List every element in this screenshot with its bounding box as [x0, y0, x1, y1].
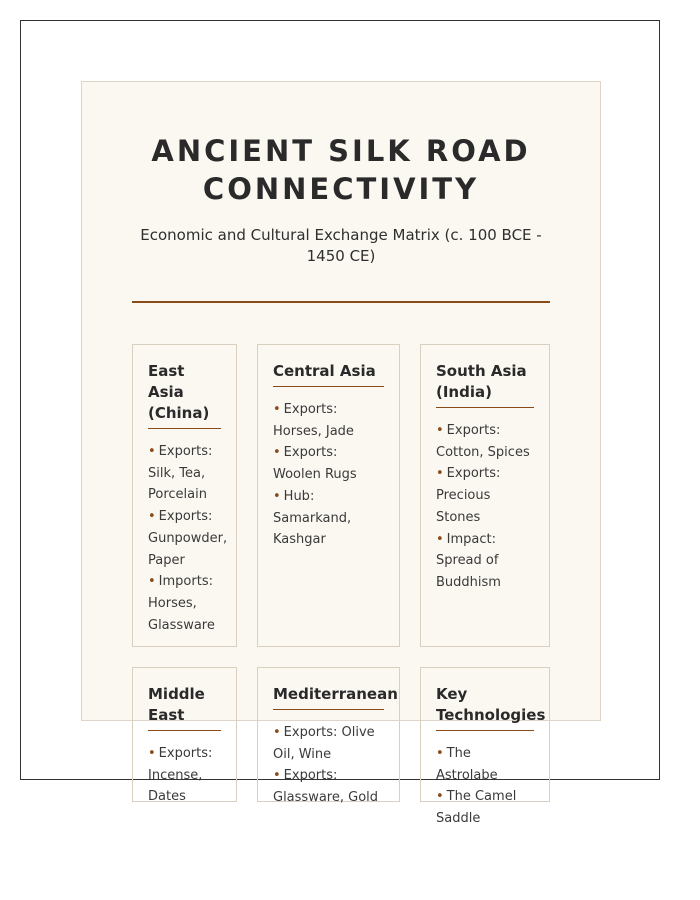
list-item: • Hub: Samarkand, Kashgar	[273, 488, 352, 548]
bullet-icon: •	[273, 445, 281, 461]
region-item-list	[148, 743, 221, 808]
bullet-icon: •	[436, 746, 444, 761]
region-card-south-asia	[420, 344, 550, 647]
region-card-middle-east	[132, 667, 237, 805]
bullet-icon: •	[436, 466, 444, 482]
region-item-list	[436, 420, 534, 594]
list-item: • Impact: Spread of Buddhism	[436, 531, 501, 590]
bullet-icon: •	[273, 402, 281, 417]
list-item: • The Astrolabe	[436, 746, 498, 783]
region-card-central-asia	[257, 344, 400, 647]
bullet-icon: •	[436, 531, 444, 547]
region-card-mediterranean	[257, 667, 400, 806]
bullet-icon: •	[436, 423, 444, 438]
list-item: • The Camel Saddle	[436, 789, 517, 827]
bullet-icon: •	[273, 725, 281, 740]
region-item-list	[273, 722, 384, 809]
region-title: Middle East	[148, 684, 221, 731]
list-item: • Exports: Horses, Jade	[273, 402, 354, 439]
region-title: South Asia (India)	[436, 361, 534, 408]
list-item: • Exports: Cotton, Spices	[436, 423, 530, 460]
region-card-key-technologies	[420, 667, 550, 827]
region-item-list	[436, 743, 534, 830]
bullet-icon: •	[273, 768, 281, 784]
list-item: • Exports: Olive Oil, Wine	[273, 725, 375, 762]
region-title: Central Asia	[273, 361, 384, 387]
list-item: • Exports: Gunpowder, Paper	[148, 509, 228, 568]
bullet-icon: •	[148, 746, 156, 761]
page-subtitle: Economic and Cultural Exchange Matrix (c. 100 BCE - 1450 CE)	[140, 226, 542, 265]
region-card-east-asia	[132, 344, 237, 647]
list-item: • Imports: Horses, Glassware	[148, 574, 215, 633]
bullet-icon: •	[148, 509, 156, 525]
region-item-list	[148, 441, 228, 636]
list-item: • Exports: Precious Stones	[436, 466, 501, 525]
bullet-icon: •	[273, 488, 281, 504]
list-item: • Exports: Silk, Tea, Porcelain	[148, 444, 213, 503]
region-title: Key Technologies	[436, 684, 534, 731]
page-title: ANCIENT SILK ROAD CONNECTIVITY	[151, 134, 531, 206]
list-item: • Exports: Incense, Dates	[148, 746, 213, 805]
list-item: • Exports: Glassware, Gold	[273, 768, 379, 806]
bullet-icon: •	[148, 574, 156, 590]
region-title: Mediterranean	[273, 684, 384, 710]
title-divider	[132, 301, 550, 303]
bullet-icon: •	[436, 789, 444, 805]
region-item-list	[273, 399, 384, 551]
region-title: East Asia (China)	[148, 361, 221, 429]
list-item: • Exports: Woolen Rugs	[273, 445, 357, 483]
bullet-icon: •	[148, 444, 156, 459]
